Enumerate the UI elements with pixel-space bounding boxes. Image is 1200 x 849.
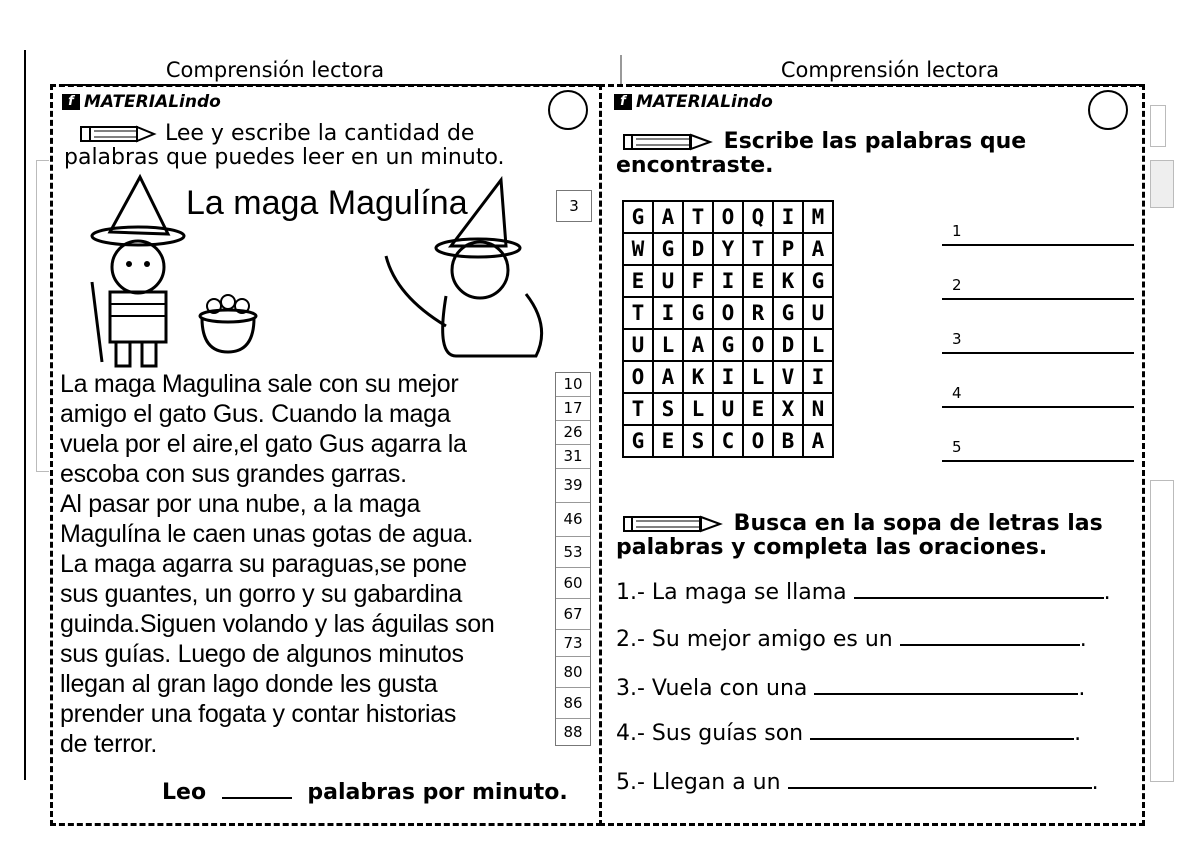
footer-leo: Leo bbox=[162, 780, 207, 805]
grid-cell[interactable]: L bbox=[743, 361, 773, 393]
count-cell: 73 bbox=[556, 630, 590, 657]
count-cell: 53 bbox=[556, 537, 590, 568]
footer-rest: palabras por minuto. bbox=[307, 780, 568, 805]
grid-cell[interactable]: L bbox=[653, 329, 683, 361]
sentence-text: 2.- Su mejor amigo es un bbox=[616, 627, 893, 652]
grid-cell[interactable]: E bbox=[653, 425, 683, 457]
right-margin-frame-2 bbox=[1150, 160, 1174, 208]
page-edge-left bbox=[24, 50, 26, 780]
grid-cell[interactable]: Q bbox=[743, 201, 773, 233]
story-line: escoba con sus grandes garras. bbox=[60, 460, 407, 488]
grid-cell[interactable]: X bbox=[773, 393, 803, 425]
grid-cell[interactable]: G bbox=[623, 201, 653, 233]
grid-cell[interactable]: V bbox=[773, 361, 803, 393]
grid-cell[interactable]: O bbox=[713, 297, 743, 329]
grid-cell[interactable]: E bbox=[623, 265, 653, 297]
right-margin-frame-3 bbox=[1150, 480, 1174, 782]
sentence-text: 3.- Vuela con una bbox=[616, 676, 808, 701]
count-cell: 80 bbox=[556, 657, 590, 688]
instruction-line-1: Escribe las palabras que bbox=[723, 129, 1027, 154]
story-line: sus guantes, un gorro y su gabardina bbox=[60, 580, 462, 608]
answer-lines bbox=[952, 212, 1142, 472]
sentence-blank[interactable] bbox=[788, 787, 1092, 789]
story-line: guinda.Siguen volando y las águilas son bbox=[60, 610, 495, 638]
grid-cell[interactable]: E bbox=[743, 393, 773, 425]
right-margin-frame-1 bbox=[1150, 105, 1166, 147]
grid-cell[interactable]: I bbox=[773, 201, 803, 233]
grid-cell[interactable]: D bbox=[773, 329, 803, 361]
count-cell: 86 bbox=[556, 688, 590, 719]
sentence-blank[interactable] bbox=[810, 738, 1074, 740]
grid-cell[interactable]: T bbox=[683, 201, 713, 233]
page-divider-mark bbox=[620, 55, 622, 85]
grid-cell[interactable]: A bbox=[803, 233, 833, 265]
count-cell: 26 bbox=[556, 421, 590, 445]
grid-cell[interactable]: A bbox=[653, 361, 683, 393]
grid-row bbox=[623, 297, 833, 329]
facebook-icon: f bbox=[614, 94, 632, 110]
grid-cell[interactable]: G bbox=[653, 233, 683, 265]
sentence-text: 4.- Sus guías son bbox=[616, 721, 804, 746]
grid-cell[interactable]: F bbox=[683, 265, 713, 297]
sentence-blank[interactable] bbox=[900, 644, 1080, 646]
count-cell: 88 bbox=[563, 723, 583, 741]
grid-cell[interactable]: L bbox=[803, 329, 833, 361]
sentence-end: . bbox=[1078, 676, 1086, 701]
grid-cell[interactable]: O bbox=[713, 201, 743, 233]
story-line: Magulína le caen unas gotas de agua. bbox=[60, 520, 474, 548]
story-title: La maga Magulína bbox=[186, 184, 468, 222]
grid-row bbox=[623, 329, 833, 361]
logo-text: MATERIALindo bbox=[84, 92, 221, 112]
grid-cell[interactable]: Y bbox=[713, 233, 743, 265]
left-header: Comprensión lectora bbox=[165, 58, 385, 82]
answer-number: 3 bbox=[952, 330, 962, 348]
reading-footer bbox=[162, 780, 568, 805]
grid-row bbox=[623, 265, 833, 297]
grid-cell[interactable]: G bbox=[713, 329, 743, 361]
story-line: La maga agarra su paraguas,se pone bbox=[60, 550, 467, 578]
grid-cell[interactable]: G bbox=[683, 297, 713, 329]
grid-cell[interactable]: G bbox=[623, 425, 653, 457]
grid-cell[interactable]: D bbox=[683, 233, 713, 265]
cat-illustration bbox=[376, 176, 556, 360]
instruction-line-2: palabras y completa las oraciones. bbox=[616, 535, 1048, 560]
grid-cell[interactable]: G bbox=[803, 265, 833, 297]
grid-cell[interactable]: S bbox=[653, 393, 683, 425]
sentence-blank[interactable] bbox=[814, 693, 1078, 695]
answer-line-1[interactable] bbox=[952, 222, 1142, 240]
grid-row bbox=[623, 425, 833, 457]
answer-number: 5 bbox=[952, 438, 962, 456]
story-line: prender una fogata y contar historias bbox=[60, 700, 457, 728]
grid-cell[interactable]: O bbox=[623, 361, 653, 393]
story-line: sus guías. Luego de algunos minutos bbox=[60, 640, 464, 668]
right-logo bbox=[614, 92, 773, 112]
sentence-end: . bbox=[1079, 627, 1087, 652]
count-cell: 31 bbox=[556, 445, 590, 469]
logo-text: MATERIALindo bbox=[636, 92, 773, 112]
title-word-count bbox=[556, 190, 592, 222]
sentence-3 bbox=[616, 676, 1136, 701]
sentence-4 bbox=[616, 721, 1136, 746]
grid-cell[interactable]: K bbox=[683, 361, 713, 393]
grid-cell[interactable]: M bbox=[803, 201, 833, 233]
instruction-line-2: palabras que puedes leer en un minuto. bbox=[64, 145, 505, 170]
grid-row bbox=[623, 233, 833, 265]
grid-cell[interactable]: G bbox=[773, 297, 803, 329]
answer-line-2[interactable] bbox=[952, 276, 1142, 294]
pencil-icon bbox=[80, 124, 158, 144]
count-cell: 17 bbox=[556, 397, 590, 421]
count-cell: 10 bbox=[556, 373, 590, 397]
grid-cell[interactable]: T bbox=[743, 233, 773, 265]
pencil-icon bbox=[616, 132, 716, 152]
answer-line-5[interactable] bbox=[952, 438, 1142, 456]
count-cell: 39 bbox=[556, 469, 590, 503]
apple-seal-icon bbox=[1088, 90, 1128, 130]
count-cell: 67 bbox=[556, 599, 590, 630]
grid-cell[interactable]: U bbox=[653, 265, 683, 297]
sentence-blank[interactable] bbox=[854, 597, 1104, 599]
sentence-2 bbox=[616, 627, 1136, 652]
grid-cell[interactable]: C bbox=[713, 425, 743, 457]
grid-cell[interactable]: I bbox=[653, 297, 683, 329]
grid-row bbox=[623, 393, 833, 425]
grid-cell[interactable]: B bbox=[773, 425, 803, 457]
answer-line-3[interactable] bbox=[952, 330, 1142, 348]
witch-illustration bbox=[80, 172, 190, 372]
right-header: Comprensión lectora bbox=[780, 58, 1000, 82]
left-instruction bbox=[64, 122, 564, 170]
story-line: de terror. bbox=[60, 730, 158, 758]
left-margin-frame bbox=[36, 160, 49, 472]
words-per-minute-blank[interactable] bbox=[222, 797, 292, 799]
count-cell: 3 bbox=[569, 197, 579, 215]
instruction-line-2: encontraste. bbox=[616, 153, 774, 178]
sentence-text: 1.- La maga se llama bbox=[616, 580, 847, 605]
grid-cell[interactable]: E bbox=[743, 265, 773, 297]
grid-cell[interactable]: U bbox=[623, 329, 653, 361]
instruction-line-1: Lee y escribe la cantidad de bbox=[165, 121, 475, 146]
grid-cell[interactable]: L bbox=[683, 393, 713, 425]
sentence-1 bbox=[616, 580, 1136, 605]
pencil-icon bbox=[616, 514, 726, 534]
sentence-text: 5.- Llegan a un bbox=[616, 770, 781, 795]
grid-cell[interactable]: I bbox=[713, 361, 743, 393]
instruction-line-1: Busca en la sopa de letras las bbox=[733, 511, 1103, 536]
sentence-5 bbox=[616, 770, 1136, 795]
story-line: La maga Magulina sale con su mejor bbox=[60, 370, 459, 398]
grid-cell[interactable]: T bbox=[623, 297, 653, 329]
word-search-grid[interactable] bbox=[622, 200, 834, 458]
story-line: vuela por el aire,el gato Gus agarra la bbox=[60, 430, 467, 458]
answer-number: 2 bbox=[952, 276, 962, 294]
grid-cell[interactable]: P bbox=[773, 233, 803, 265]
grid-cell[interactable]: R bbox=[743, 297, 773, 329]
sentence-end: . bbox=[1103, 580, 1111, 605]
story-line: amigo el gato Gus. Cuando la maga bbox=[60, 400, 451, 428]
grid-cell[interactable]: W bbox=[623, 233, 653, 265]
grid-cell[interactable]: U bbox=[713, 393, 743, 425]
grid-cell[interactable]: I bbox=[803, 361, 833, 393]
answer-number: 4 bbox=[952, 384, 962, 402]
story-text bbox=[60, 369, 560, 759]
grid-cell[interactable]: U bbox=[803, 297, 833, 329]
answer-line-4[interactable] bbox=[952, 384, 1142, 402]
grid-cell[interactable]: A bbox=[683, 329, 713, 361]
left-logo bbox=[62, 92, 221, 112]
grid-row bbox=[623, 201, 833, 233]
sentence-end: . bbox=[1074, 721, 1082, 746]
story-line: llegan al gran lago donde les gusta bbox=[60, 670, 438, 698]
grid-cell[interactable]: A bbox=[653, 201, 683, 233]
facebook-icon: f bbox=[62, 94, 80, 110]
sentence-end: . bbox=[1091, 770, 1099, 795]
count-cell: 60 bbox=[556, 568, 590, 599]
grid-row bbox=[623, 361, 833, 393]
right-instruction bbox=[616, 130, 1116, 178]
answer-number: 1 bbox=[952, 222, 962, 240]
right-instruction-2 bbox=[616, 512, 1136, 560]
grid-cell[interactable]: N bbox=[803, 393, 833, 425]
word-count-column bbox=[555, 372, 591, 746]
grid-cell[interactable]: I bbox=[713, 265, 743, 297]
grid-cell[interactable]: A bbox=[803, 425, 833, 457]
grid-cell[interactable]: O bbox=[743, 425, 773, 457]
grid-cell[interactable]: O bbox=[743, 329, 773, 361]
grid-cell[interactable]: T bbox=[623, 393, 653, 425]
cauldron-illustration bbox=[196, 290, 260, 360]
grid-cell[interactable]: K bbox=[773, 265, 803, 297]
story-line: Al pasar por una nube, a la maga bbox=[60, 490, 421, 518]
count-cell: 46 bbox=[556, 503, 590, 537]
grid-cell[interactable]: S bbox=[683, 425, 713, 457]
